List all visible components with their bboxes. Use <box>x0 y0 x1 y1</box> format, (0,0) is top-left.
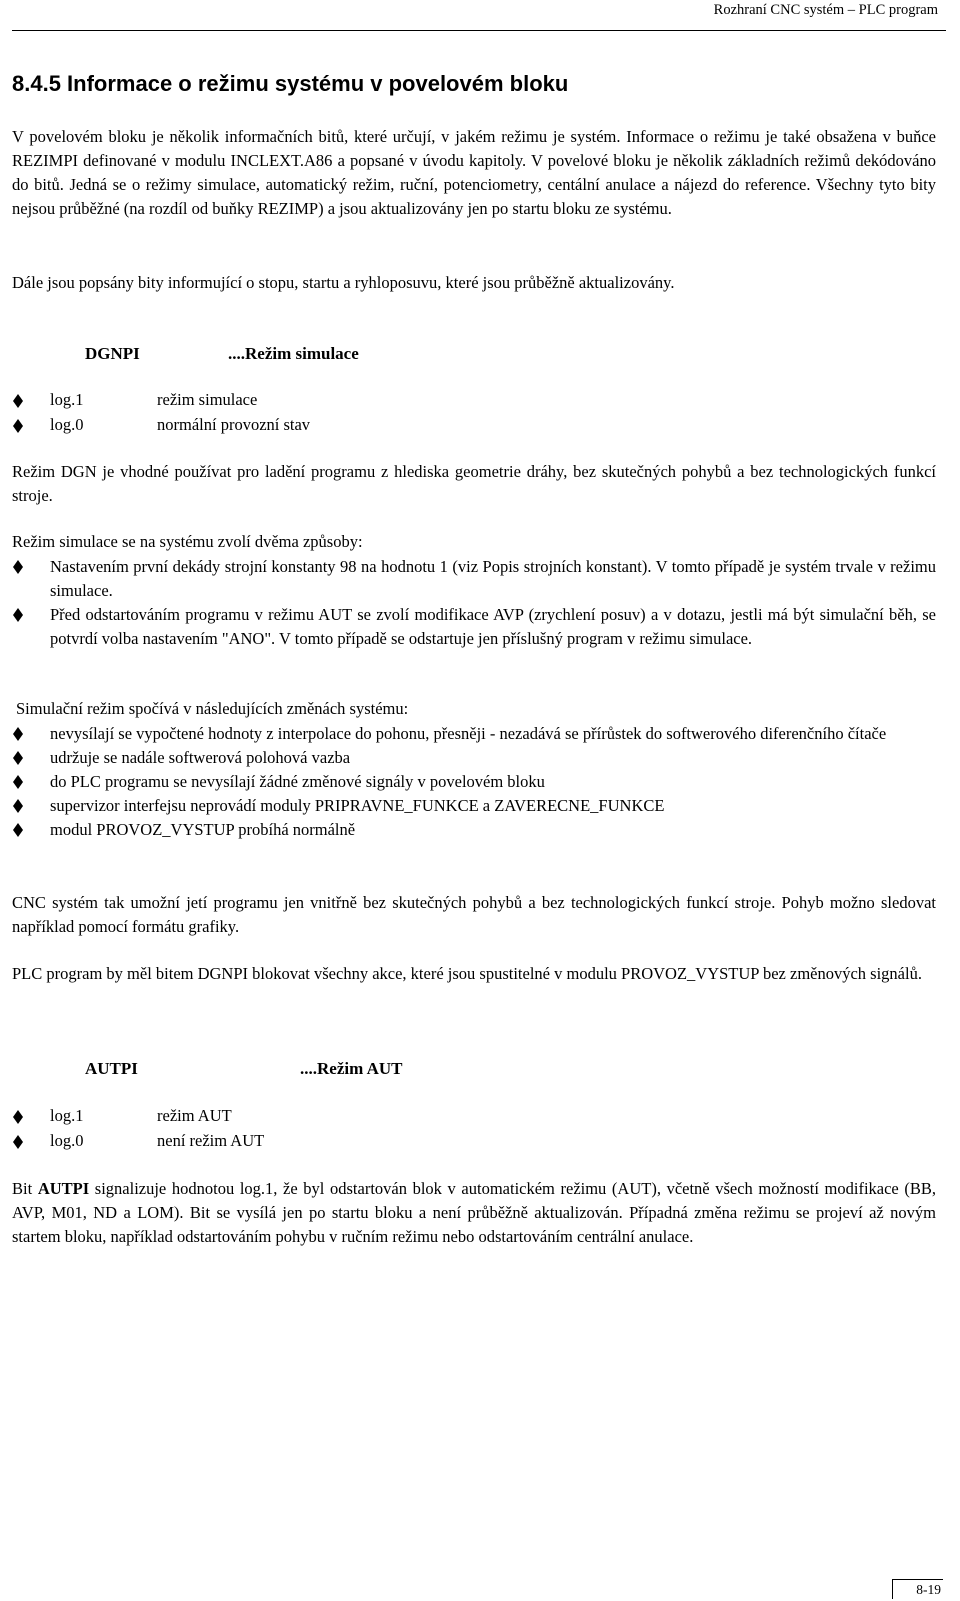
value-description: režim simulace <box>157 390 258 409</box>
diamond-bullet-icon <box>12 775 24 789</box>
list-item-text: udržuje se nadále softwerová polohová vazba <box>50 748 351 767</box>
autpi-bit-word: Bit <box>12 1179 33 1198</box>
intro-paragraph-2: Dále jsou popsány bity informující o stopu, startu a ryhloposuvu, které jsou průběžně aktualizovány. <box>12 273 675 292</box>
list-item <box>12 603 936 651</box>
autpi-bit-name: AUTPI <box>37 1179 90 1198</box>
simulation-ways-list <box>12 555 936 651</box>
diamond-bullet-icon <box>12 560 24 574</box>
diamond-bullet-icon <box>12 1135 24 1149</box>
list-item-text: nevysílají se vypočtené hodnoty z interpolace do pohonu, přesněji - nezadává se přírůstek do softwerového diferenčního čítače <box>50 724 887 743</box>
diamond-bullet-icon <box>12 1110 24 1124</box>
diamond-bullet-icon <box>12 394 24 408</box>
diamond-bullet-icon <box>12 799 24 813</box>
list-item <box>12 555 936 603</box>
diamond-bullet-icon <box>12 608 24 622</box>
signal-name-dgnpi: DGNPI <box>85 344 140 363</box>
simulation-changes-intro: Simulační režim spočívá v následujících změnách systému: <box>16 699 409 718</box>
list-item <box>12 746 936 770</box>
signal-name-autpi: AUTPI <box>85 1059 138 1078</box>
diamond-bullet-icon <box>12 823 24 837</box>
value-description: normální provozní stav <box>157 415 311 434</box>
header-rule <box>12 30 946 31</box>
diamond-bullet-icon <box>12 419 24 433</box>
value-code: log.1 <box>50 1106 84 1125</box>
value-row <box>12 1129 936 1153</box>
diamond-bullet-icon <box>12 727 24 741</box>
simulation-ways-intro: Režim simulace se na systému zvolí dvěma způsoby: <box>12 532 363 551</box>
signal-title-dgnpi: ....Režim simulace <box>228 344 359 363</box>
list-item <box>12 722 936 746</box>
list-item-text: do PLC programu se nevysílají žádné změnové signály v povelovém bloku <box>50 772 545 791</box>
list-item-text: supervizor interfejsu neprovádí moduly PRIPRAVNE_FUNKCE a ZAVERECNE_FUNKCE <box>50 796 665 815</box>
value-description: není režim AUT <box>157 1131 265 1150</box>
list-item <box>12 794 936 818</box>
autpi-description: signalizuje hodnotou log.1, že byl odstartován blok v automatickém režimu (AUT), včetně všech možností modifikace (BB, AVP, M01, ND a LOM). Bit se vysílá jen po startu bloku a není průběžně aktualizován. Případná změna režimu se projeví až novým startem bloku, například odstartováním pohybu v ručním režimu nebo odstartováním centrální anulace. <box>12 1179 937 1246</box>
simulation-changes-list <box>12 722 936 842</box>
value-row <box>12 1104 936 1128</box>
section-title: 8.4.5 Informace o režimu systému v povelovém bloku <box>12 71 569 96</box>
cnc-paragraph: CNC systém tak umožní jetí programu jen vnitřně bez skutečných pohybů a bez technologických funkcí stroje. Pohyb možno sledovat například pomocí formátu grafiky. <box>12 893 936 936</box>
list-item <box>12 818 936 842</box>
list-item-text: modul PROVOZ_VYSTUP probíhá normálně <box>50 820 356 839</box>
value-code: log.0 <box>50 1131 84 1150</box>
page-number: 8-19 <box>892 1579 943 1599</box>
value-description: režim AUT <box>157 1106 232 1125</box>
list-item-text: Nastavením první dekády strojní konstanty 98 na hodnotu 1 (viz Popis strojních konstant). V tomto případě je systém trvale v režimu simulace. <box>50 557 936 600</box>
running-header: Rozhraní CNC systém – PLC program <box>713 2 938 18</box>
dgn-usage-paragraph: Režim DGN je vhodné používat pro ladění programu z hlediska geometrie dráhy, bez skutečných pohybů a bez technologických funkcí stroje. <box>12 462 936 505</box>
value-code: log.0 <box>50 415 84 434</box>
diamond-bullet-icon <box>12 751 24 765</box>
intro-paragraph: V povelovém bloku je několik informačních bitů, které určují, v jakém režimu je systém. Informace o režimu je také obsažena v buňce REZIMPI definované v modulu INCLEXT.A86 a popsané v úvodu kapitoly. V povelové bloku je několik základních režimů dekódováno do bitů. Jedná se o režimy simulace, automatický režim, ruční, potenciometry, centální anulace a nájezd do reference. Všechny tyto bity nejsou průběžné (na rozdíl od buňky REZIMP) a jsou aktualizovány jen po startu bloku ze systému. <box>12 127 936 218</box>
value-row <box>12 413 936 437</box>
autpi-paragraph <box>12 1177 936 1249</box>
value-code: log.1 <box>50 390 84 409</box>
list-item <box>12 770 936 794</box>
value-row <box>12 388 936 412</box>
list-item-text: Před odstartováním programu v režimu AUT se zvolí modifikace AVP (zrychlení posuv) a v dotazu, jestli má být simulační běh, se potvrdí volba nastavením "ANO". V tomto případě se odstartuje jen příslušný program v režimu simulace. <box>50 605 936 648</box>
plc-paragraph: PLC program by měl bitem DGNPI blokovat všechny akce, které jsou spustitelné v modulu PROVOZ_VYSTUP bez změnových signálů. <box>12 964 922 983</box>
signal-title-autpi: ....Režim AUT <box>300 1059 403 1078</box>
